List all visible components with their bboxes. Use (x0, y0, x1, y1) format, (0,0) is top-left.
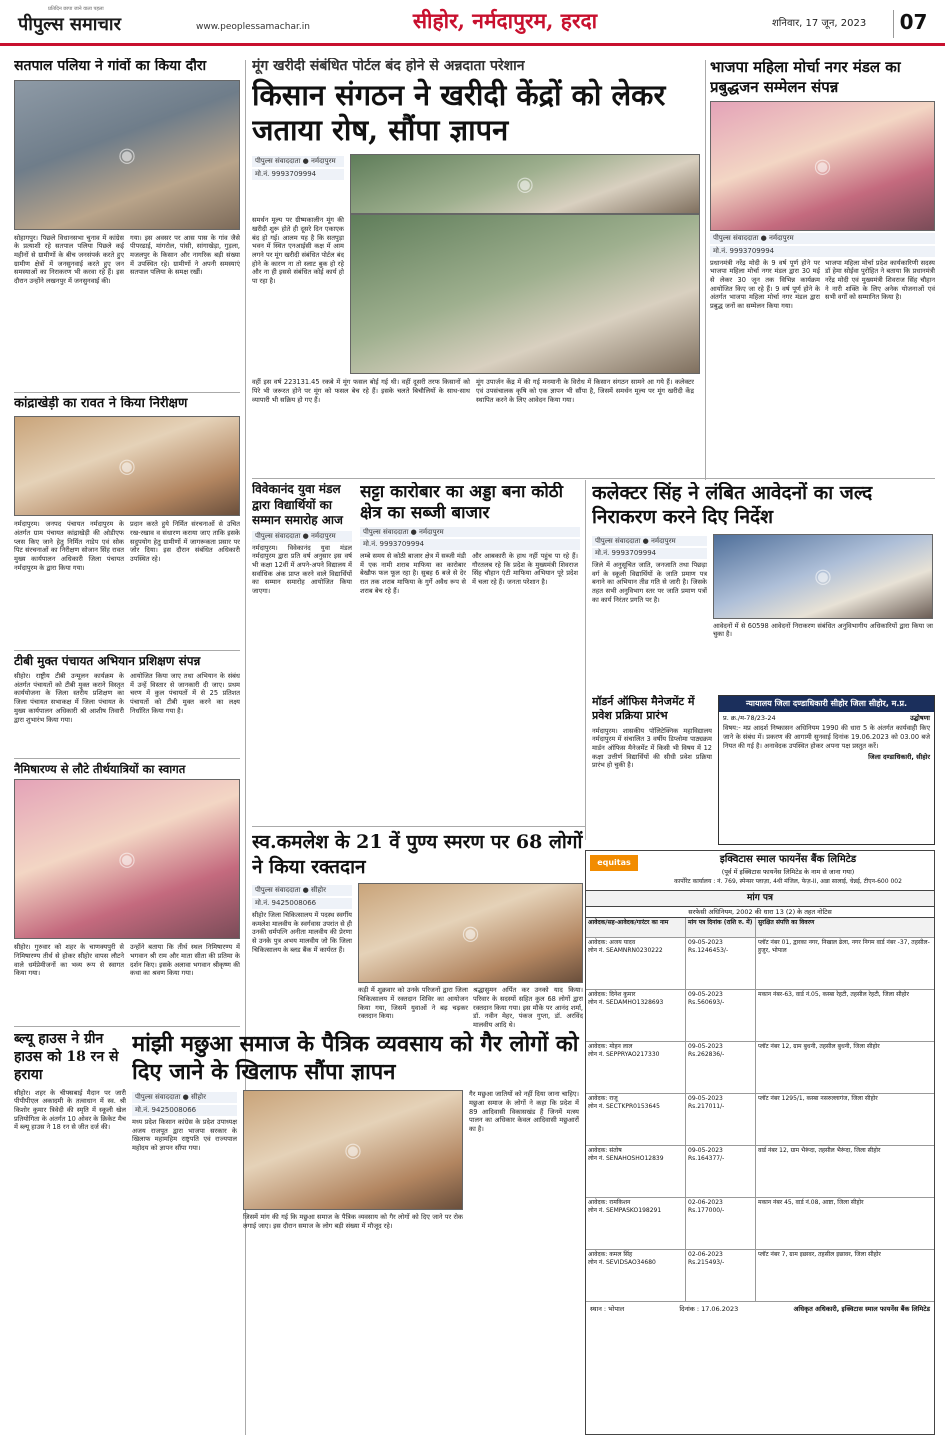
byline: पीपुल्स संवाददाता ● नर्मदापुरम (592, 536, 707, 547)
story-vivekanand (252, 482, 352, 822)
logo-tagline: प्रतिदिन छापा जाने वाला पहला (48, 6, 104, 12)
story-body: नर्मदापुरम। शासकीय पॉलिटेक्निक महाविद्यालय नर्मदापुरम में संचालित 3 वर्षीय डिप्लोमा पाठ्यक्रम मार्डन ऑफिस मैनेजमेंट में किसी भी विषय में 12 कक्षा उत्तीर्ण विद्यार्थियों की सीधी प्रवेश प्रक्रिया प्रारंभ हो चुकी है। (592, 726, 712, 770)
story-photo (14, 416, 240, 516)
phone: मो.नं. 9993709994 (710, 246, 935, 257)
story-photo (243, 1090, 463, 1210)
footer-place: स्थान : भोपाल (590, 1305, 625, 1314)
borrower-name: आवेदक: मोहन लाल (588, 1043, 633, 1051)
bank-subtitle: (पूर्व में इक्विटास फायनेंस लिमिटेड के नाम से जाना गया) (721, 868, 855, 876)
date-cell (686, 1094, 756, 1145)
date-cell (686, 990, 756, 1041)
column-divider (705, 60, 706, 480)
website-link[interactable]: www.peoplessamachar.in (196, 22, 310, 32)
story-modern-office (592, 695, 712, 845)
property-cell: प्लॉट नंबर 01, द्वारका नगर, निखाल ढेला, नगर निगम वार्ड नंबर -37, तहसील-हुजुर, भोपाल (758, 939, 930, 954)
camera-icon: ◉ (461, 920, 480, 945)
section-divider (14, 392, 240, 393)
notice-date: 02-06-2023 (688, 1251, 723, 1259)
borrower-cell (586, 938, 686, 989)
bank-rows (586, 938, 934, 1302)
property-cell: प्लॉट नंबर 7, ग्राम इछावर, तहसील इछावर, जिला सीहोर (758, 1251, 881, 1259)
col-borrower: आवेदक/सह-आवेदक/गारंटर का नाम (586, 918, 686, 937)
borrower-name: आवेदक: अजय यादव (588, 939, 636, 947)
headline[interactable]: सतपाल पलिया ने गांवों का किया दौरा (14, 58, 207, 74)
borrower-cell (586, 1250, 686, 1301)
story-body: नर्मदापुरम। जनपद पंचायत नर्मदापुरम के अंतर्गत ग्राम पंचायत कांद्राखेड़ी की ओडीएफ प्लस किए जाने हेतु निर्मित नाडेप एवं सोक पिट संरचनाओं का निरीक्षण सोजान सिंह रावत मुख्य कार्यपालन अधिकारी जिला पंचायत नर्मदापुरम के द्वारा किया गया। (14, 520, 124, 572)
story-photo (350, 154, 700, 214)
col-date: मांग पत्र दिनांक (राशि रु. में) (686, 918, 756, 937)
story-photo (14, 779, 240, 939)
story-body: प्रदान करते हुये निर्मित संरचनाओं से उचित रख-रखाव व संधारण कराया जाए ताकि इसके सदुपयोग हेतु ग्रामीणों में जागरूकता प्रसार पर जोर दिया। इस दौरान संबंधित अधिकारी उपस्थित रहे। (130, 520, 240, 564)
story-photo (350, 214, 700, 374)
borrower-name: आवेदक: कमल सिंह (588, 1251, 633, 1259)
borrower-name: आवेदक: राजू (588, 1095, 618, 1103)
story-body: भाजपा महिला मोर्चा प्रदेश कार्यकारिणी सदस्य डॉ हेमा सोईवा पुरोहित ने बताया कि प्रधानमंत्री नरेंद्र मोदी एवं मुख्यमंत्री शिवराज सिंह चौहान ने नारी शक्ति के लिए अनेक योजनाओं एवं सभी वर्गों को सम्मानित किया है। (825, 258, 935, 302)
story-body: जिले में अनुसूचित जाति, जनजाति तथा पिछड़ा वर्ग के स्कूली विद्यार्थियों के जाति प्रमाण पत्र बनाने का अभियान तीव्र गति से जारी है। जिसके तहत सभी अनुविभाग स्तर पर जाति प्रमाण पत्रों का कार्य निरंतर प्रगति पर है। (592, 561, 707, 604)
table-row (586, 1198, 934, 1250)
amount: Rs.1246453/- (688, 946, 729, 954)
byline: पीपुल्स संवाददाता ● सीहोर (132, 1092, 237, 1103)
headline[interactable]: विवेकानंद युवा मंडल द्वारा विद्यार्थियों का सम्मान समारोह आज (252, 482, 343, 528)
byline: पीपुल्स संवाददाता ● नर्मदापुरम (252, 531, 352, 542)
story-satta (360, 482, 580, 822)
headline[interactable]: नैमिषारण्य से लौटे तीर्थयात्रियों का स्वागत (14, 762, 186, 776)
loan-number: लोन नं. SEPPRYAO217330 (588, 1050, 660, 1058)
headline[interactable]: किसान संगठन ने खरीदी केंद्रों को लेकर जताया रोष, सौंपा ज्ञापन (252, 77, 666, 147)
byline: पीपुल्स संवाददाता ● नर्मदापुरम (252, 156, 344, 167)
col-property: सुरक्षित संपत्ति का विवरण (758, 919, 815, 927)
date-cell (686, 1250, 756, 1301)
section-divider (252, 478, 935, 479)
section-divider (252, 826, 585, 827)
section-divider (14, 650, 240, 651)
section-divider (14, 758, 240, 759)
notice-date: 09-05-2023 (688, 1147, 723, 1155)
camera-icon: ◉ (344, 1137, 362, 1162)
borrower-name: आवेदक: दिनेश कुमार (588, 991, 636, 999)
camera-icon: ◉ (813, 153, 832, 178)
story-body: कड़ी में शुक्रवार को उनके परिजनों द्वारा जिला चिकित्सालय में रक्तदान शिविर का आयोजन किया गया, जिसमें युवाओं ने बढ़ चढ़कर रक्तदान किया। (358, 986, 468, 1021)
table-row (586, 1250, 934, 1302)
story-body: समर्थन मूल्य पर ग्रीष्मकालीन मूंग की खरीदी शुरू होते ही दूसरे दिन एकाएक बंद हो गई। आलम यह है कि सतपुड़ा भवन में स्थित एनआईसी कक्ष में आम लगने पर मूंग खरीदी संबंधित पोर्टल बंद होने के कारण ना तो स्लाट बुक हो रहे और ना ही इससे संबंधित कोई कार्य हो पा रहा है। (252, 216, 344, 286)
table-header (586, 918, 934, 938)
story-kandarkhedi (14, 396, 240, 646)
notice-label: उद्घोषणा (910, 714, 930, 722)
story-body: वहीं इस वर्ष 223131.45 रकबे में मूंग फसल बोई गई थी। वहीं दूसरी तरफ किसानों को पिरे भी जरूरत होने पर मूंग को फसल बेच रहे हैं। इसके चलते बिचौलियों के साथ-साथ व्यापारी भी सक्रिय हो गए हैं। (252, 378, 470, 404)
story-body: सीहोर। गुरुवार को शहर के चाणक्यपुरी से निमिषारण्य तीर्थ से होकर सीहोर वापस लौटने वाले धर्मप्रेमीजनों का भव्य रूप से स्वागत किया गया। (14, 943, 124, 978)
case-number: प्र. क्र./म-78/23-24 (723, 714, 776, 722)
camera-icon: ◉ (118, 142, 136, 166)
amount: Rs.217011/- (688, 1102, 725, 1110)
amount: Rs.164377/- (688, 1154, 725, 1162)
story-body: सीहोर। शहर के चीफ्सबाई मैदान पर जारी पीपीपीएल अकादमी के तत्वाधान में स्व. श्री किशोर कुमार त्रिवेदी की स्मृति में स्कूली खेल प्रतियोगिता के अंतर्गत 10 ओवर के क्रिकेट मैच में ब्ल्यू हाउस ने 18 रन से जीत दर्ज की। (14, 1088, 126, 1132)
amount: Rs.177000/- (688, 1206, 725, 1214)
amount: Rs.215493/- (688, 1258, 725, 1266)
footer-date: दिनांक : 17.06.2023 (679, 1305, 739, 1314)
byline: पीपुल्स संवाददाता ● नर्मदापुरम (360, 527, 580, 538)
table-row (586, 1146, 934, 1198)
notice-date: 02-06-2023 (688, 1199, 723, 1207)
story-satpal (14, 58, 240, 388)
date-cell (686, 938, 756, 989)
kicker: मूंग खरीदी संबंधित पोर्टल बंद होने से अन्नदाता परेशान (252, 58, 525, 74)
newspaper-logo[interactable] (18, 6, 188, 40)
masthead (0, 0, 945, 46)
notice-type: मांग पत्र (586, 891, 934, 907)
court-body: विषय:- मप्र आदर्श निष्कासन अधिनियम 1990 की धारा 5 के अंतर्गत कार्यवाही किए जाने के संबंध में। प्रकरण की आगामी सुनवाई दिनांक 19.06.2023 को 03.00 बजे नियत की गई है। अनावेदक उपस्थित होकर अपना पक्ष प्रस्तुत करें। (723, 724, 930, 750)
headline[interactable]: मांझी मछुआ समाज के पैत्रिक व्यवसाय को गैर लोगों को दिए जाने के खिलाफ सौंपा ज्ञापन (132, 1031, 579, 1086)
phone: मो.नं. 9425008066 (252, 898, 352, 909)
story-photo (358, 883, 583, 983)
bank-address: कार्पोरेट कार्यालय : नं. 769, स्पेन्सर प्लाज़ा, 4थी मंजिल, फेज़-II, अन्ना सालाई, चेन्नई, टीएन-600 002 (674, 878, 902, 885)
story-body: मूंग उपार्जन केंद्र में की गई मनमानी के विरोध में किसान संगठन सामने आ गये हैं। कलेक्टर एवं उपसंचालक कृषि को एक ज्ञापन भी सौंपा है, जिसमें समर्थन मूल्य पर मूंग खरीदी केंद्र स्थापित करने के लिए आवेदन किया गया। (476, 378, 694, 404)
borrower-name: आवेदक: रामकिशन (588, 1199, 631, 1207)
act-line: सरफेसी अधिनियम, 2002 की धारा 13 (2) के तहत नोटिस (586, 907, 934, 918)
story-body: आयोजित किया जाए तथा अभियान के संबंध में उन्हें विस्तार से जानकारी दी जाए। प्रथम चरण में कुल पंचायतों में से 25 प्रतिशत पंचायतों को टीबी मुक्त करने का लक्ष्य निर्धारित किया गया है। (130, 672, 240, 715)
phone: मो.नं. 9993709994 (252, 169, 344, 180)
page-number: 07 (893, 10, 933, 38)
story-body: आवेदनों में से 60598 आवेदनों निराकरण संबंधित अनुविभागीय अधिकारियों द्वारा किया जा चुका है। (713, 621, 933, 639)
notice-date: 09-05-2023 (688, 1043, 723, 1051)
story-body: गैर मछुआ जातियों को नहीं दिया जाना चाहिए। मछुआ समाज के लोगों ने कहा कि प्रदेश में 89 आदिवासी विकासखंड हैं जिनमें मत्स्य पालन का अधिकार केवल आदिवासी मछुआरों का है। (469, 1090, 579, 1134)
date-cell (686, 1146, 756, 1197)
story-bjp (710, 58, 935, 473)
story-photo (710, 101, 935, 231)
story-manjhi (132, 1030, 580, 1435)
story-photo (713, 534, 933, 619)
byline: पीपुल्स संवाददाता ● सीहोर (252, 885, 352, 896)
property-cell: प्लॉट नंबर 12, ग्राम बुधनी, तहसील बुधनी, जिला सीहोर (758, 1043, 880, 1051)
section-divider (14, 1026, 240, 1027)
loan-number: लोन नं. SEDAMHO1328693 (588, 998, 664, 1006)
borrower-cell (586, 1146, 686, 1197)
borrower-cell (586, 990, 686, 1041)
date-cell (686, 1042, 756, 1093)
camera-icon: ◉ (814, 563, 832, 588)
story-kisan (252, 58, 700, 473)
story-body: गया। इस अवसर पर आस पास के गांव जैसे पीपरढाई, मांगरोल, पांसी, सांगाखेड़ा, गुड़ला, मजलपुर के किसान और नागरिक बड़ी संख्या में उपस्थित रहे। ग्रामीणों ने अपनी समस्याएं सतपाल पलिया के समक्ष रखीं। (130, 233, 240, 277)
loan-number: लोन नं. SEAMNRN0230222 (588, 946, 663, 954)
bank-footer (586, 1302, 934, 1316)
borrower-cell (586, 1042, 686, 1093)
camera-icon: ◉ (118, 846, 136, 871)
camera-icon: ◉ (516, 171, 534, 196)
loan-number: लोन नं. SECTKPR0153645 (588, 1102, 660, 1110)
notice-date: 09-05-2023 (688, 1095, 723, 1103)
issue-date: शनिवार, 17 जून, 2023 (772, 18, 867, 29)
borrower-cell (586, 1094, 686, 1145)
headline[interactable]: टीबी मुक्त पंचायत अभियान प्रशिक्षण संपन्न (14, 654, 201, 668)
amount: Rs.560693/- (688, 998, 725, 1006)
court-signature: जिला दण्डाधिकारी, सीहोर (868, 753, 930, 762)
story-body: श्रद्धासुमन अर्पित कर उनको याद किया। परिवार के सदस्यों सहित कुल 68 लोगों द्वारा रक्तदान किया गया। इस मौके पर आनंद शर्मा, डॉ. नवीन मेहर, पंकज गुप्ता, डॉ. अरविंद मालवीय आदि थे। (473, 986, 583, 1030)
notice-date: 09-05-2023 (688, 939, 723, 947)
property-cell: प्लॉट नंबर 1295/1, कस्बा नसरुल्लागंज, जिला सीहोर (758, 1095, 878, 1103)
region-title: सीहोर, नर्मदापुरम, हरदा (380, 8, 630, 38)
story-body: सोहागपुर। पिछले विधानसभा चुनाव में कांग्रेस के प्रत्याशी रहे सतपाल पलिया पिछले कई महीनों से ग्रामीणों के बीच जनसंपर्क करते हुए ग्रामीण क्षेत्रों में जनसुनवाई करते हुए जन समस्याओं का निराकरण भी करवा रहे हैं। इस दौरान उन्होंने लखनपुर में जनसुनवाई की। (14, 233, 124, 286)
property-cell: वार्ड नंबर 12, ग्राम भैरूंदा, तहसील भैरूंदा, जिला सीहोर (758, 1147, 881, 1155)
story-body: सीहोर। राष्ट्रीय टीबी उन्मूलन कार्यक्रम के अंतर्गत पंचायतों को टीबी मुक्त कराने विस्तृत कार्ययोजना के जिला स्तरीय प्रशिक्षण का जिला पंचायत सभाकक्ष में जिला पंचायत के मुख्य कार्यपालन अधिकारी श्री आशीष तिवारी द्वारा शुभारंभ किया गया। (14, 672, 124, 724)
borrower-cell (586, 1198, 686, 1249)
byline: पीपुल्स संवाददाता ● नर्मदापुरम (710, 233, 935, 244)
court-title: न्यायालय जिला दण्डाधिकारी सीहोर जिला सीहोर, म.प्र. (719, 696, 934, 712)
story-photo (14, 80, 240, 230)
footer-signature: अधिकृत अधिकारी, इक्विटास स्माल फायनेंस बैंक लिमिटेड (793, 1305, 930, 1314)
column-divider (585, 480, 586, 840)
camera-icon: ◉ (118, 453, 136, 478)
phone: मो.नं. 9993709994 (592, 548, 707, 559)
story-naimisharanya (14, 762, 240, 1022)
date-cell (686, 1198, 756, 1249)
phone: मो.नं. 9425008066 (132, 1105, 237, 1116)
bank-title: इक्विटास स्माल फायनेंस बैंक लिमिटेड (719, 854, 857, 865)
notice-date: 09-05-2023 (688, 991, 723, 999)
story-body: नर्मदापुरम। विवेकानंद युवा मंडल नर्मदापुरम द्वारा प्रति वर्ष अनुसार इस वर्ष भी कक्षा 12वीं में अपने-अपने विद्यालय में सर्वाधिक अंक प्राप्त करने वाले विद्यार्थियों का सम्मान समारोह आयोजित किया जाएगा। (252, 543, 352, 596)
amount: Rs.262836/- (688, 1050, 725, 1058)
table-row (586, 1094, 934, 1146)
court-notice (718, 695, 935, 845)
story-body: सीहोर जिला चिकित्सालय में पदस्थ स्वर्गीय कमलेश मालवीय के स्वर्गवास उपरांत से ही उनकी धर्मपत्नि अनीता मालवीय की प्रेरणा से उनके पुत्र अभय मालवीय जो कि जिला चिकित्सालय के ब्लड बैंक में कार्यरत हैं। (252, 910, 352, 954)
logo-name: पीपुल्स समाचार (18, 14, 121, 35)
story-collector (592, 482, 935, 692)
story-tb (14, 654, 240, 754)
headline[interactable]: भाजपा महिला मोर्चा नगर मंडल का प्रबुद्धजन सम्मेलन संपन्न (710, 58, 901, 96)
loan-number: लोन नं. SEMPASKO198291 (588, 1206, 662, 1214)
table-row (586, 990, 934, 1042)
story-bluehouse (14, 1030, 126, 1435)
story-body: लम्बे समय से कोठी बाजार क्षेत्र में सब्जी मंडी में एक नामी शराब माफिया का कारोबार बेखौफ फल फूल रहा है। सुबह 6 बजे से देर रात तक शराब माफिया के गुर्गे अवैध रूप से शराब बेच रहे हैं। (360, 552, 466, 595)
headline[interactable]: ब्ल्यू हाउस ने ग्रीन हाउस को 18 रन से हराया (14, 1031, 119, 1084)
headline[interactable]: मॉडर्न ऑफिस मैनेजमेंट में प्रवेश प्रक्रिया प्रारंभ (592, 695, 695, 723)
equitas-logo: equitas (590, 855, 638, 871)
headline[interactable]: कांद्राखेड़ी का रावत ने किया निरीक्षण (14, 396, 188, 411)
headline[interactable]: कलेक्टर सिंह ने लंबित आवेदनों का जल्द निराकरण करने दिए निर्देश (592, 482, 873, 528)
headline[interactable]: स्व.कमलेश के 21 वें पुण्य स्मरण पर 68 लोगों ने किया रक्तदान (252, 831, 583, 878)
bank-notice (585, 850, 935, 1435)
borrower-name: आवेदक: संतोष (588, 1147, 622, 1155)
loan-number: लोन नं. SENAHOSHO12839 (588, 1154, 664, 1162)
property-cell: मकान नंबर-63, वार्ड नं.05, कस्बा रेहटी, तहसील रेहटी, जिला सीहोर (758, 991, 909, 999)
table-row (586, 1042, 934, 1094)
story-body: प्रधानमंत्री नरेंद्र मोदी के 9 वर्ष पूर्ण होने पर भाजपा महिला मोर्चा नगर मंडल द्वारा 30 मई से लेकर 30 जून तक विभिन्न कार्यक्रम आयोजित किए जा रहे हैं। 9 वर्ष पूर्ण होने के अंतर्गत भाजपा महिला मोर्चा नगर मंडल द्वारा प्रबुद्ध जनों का सम्मेलन किया गया। (710, 258, 820, 311)
loan-number: लोन नं. SEVIDSAO34680 (588, 1258, 656, 1266)
headline[interactable]: सट्टा कारोबार का अड्डा बना कोठी क्षेत्र का सब्जी बाजार (360, 482, 564, 524)
phone: मो.नं. 9993709994 (360, 539, 580, 550)
story-body: उन्होंने बताया कि तीर्थ स्थल निमिषारण्य में भगवान श्री राम और माता सीता की प्रतिमा के दर्शन किए। इसके अलावा भगवान श्रीकृष्ण की कथा का श्रवण किया गया। (130, 943, 240, 978)
property-cell: मकान नंबर 45, वार्ड नं.08, आष्टा, जिला सीहोर (758, 1199, 864, 1207)
story-body: मध्य प्रदेश किसान कांग्रेस के प्रदेश उपाध्यक्ष अजय राजपूत द्वारा भाजपा सरकार के खिलाफ महामहिम राष्ट्रपति एवं राज्यपाल महोदय को ज्ञापन सौंपा गया। (132, 1117, 237, 1152)
story-body: जिसमें मांग की गई कि मछुआ समाज के पैत्रिक व्यवसाय को गैर लोगों को दिए जाने पर रोक लगाई जाए। इस दौरान समाज के लोग बड़ी संख्या में मौजूद रहे। (243, 1213, 463, 1231)
story-body: और आबकारी के हाथ नहीं पहुंच पा रहे हैं। गौरतलब रहे कि प्रदेश के मुख्यमंत्री शिवराज सिंह चौहान एंटी माफिया अभियान पूरे प्रदेश में चला रहे हैं। जनता परेशान है। (472, 552, 578, 587)
table-row (586, 938, 934, 990)
